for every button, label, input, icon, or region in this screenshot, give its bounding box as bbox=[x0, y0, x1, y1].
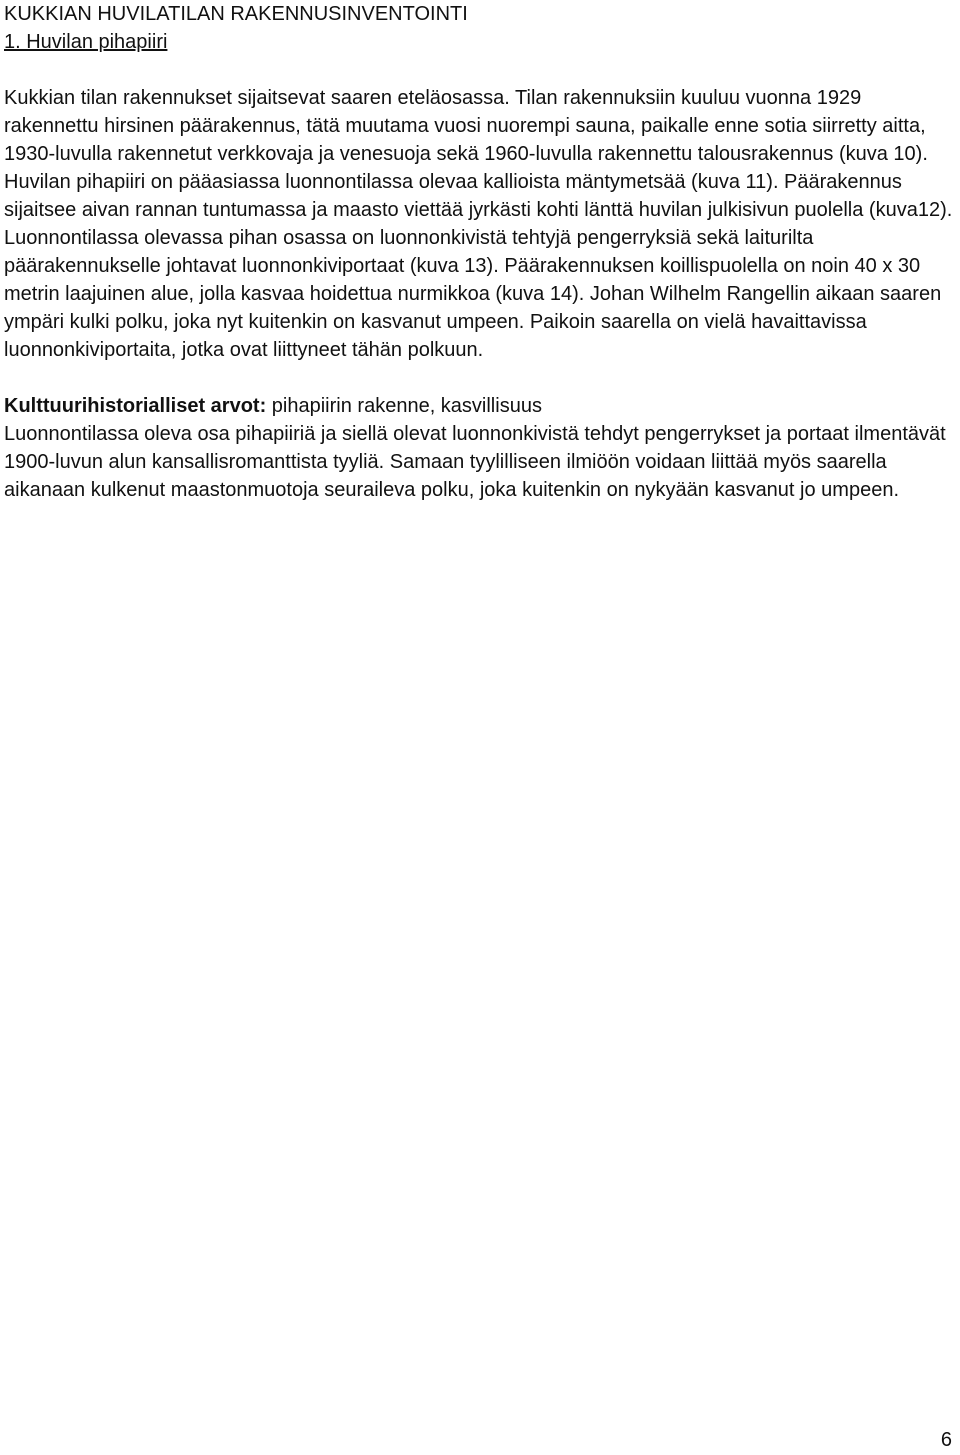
document-title: KUKKIAN HUVILATILAN RAKENNUSINVENTOINTI bbox=[4, 3, 468, 25]
pihapiiri-paragraph: Kukkian tilan rakennukset sijaitsevat saaren eteläosassa. Tilan rakennuksiin kuuluu vuonna 1929 rakennettu hirsinen päärakennus, tätä muutama vuosi nuorempi sauna, paikalle enne sotia siirretty aitta, 1930-luvulla rakennetut verkkovaja ja venesuoja sekä 1960-luvulla rakennettu talousrakennus (kuva 10). Huvilan pihapiiri on pääasiassa luonnontilassa olevaa kallioista mäntymetsää (kuva 11). Päärakennus sijaitsee aivan rannan tuntumassa ja maasto viettää jyrkästi kohti länttä huvilan julkisivun puolella (kuva12). Luonnontilassa olevassa pihan osassa on luonnonkivistä tehtyjä pengerryksiä sekä laiturilta päärakennukselle johtavat luonnonkiviportaat (kuva 13). Päärakennuksen koillispuolella on noin 40 x 30 metrin laajuinen alue, jolla kasvaa hoidettua nurmikkoa (kuva 14). Johan Wilhelm Rangellin aikaan saaren ympäri kulki polku, joka nyt kuitenkin on kasvanut umpeen. Paikoin saarella on vielä havaittavissa luonnonkiviportaita, jotka ovat liittyneet tähän polkuun. bbox=[4, 87, 953, 361]
cultural-values-line bbox=[4, 392, 956, 420]
document-page bbox=[4, 0, 956, 504]
page-number: 6 bbox=[940, 1429, 952, 1451]
cultural-values-label: Kulttuurihistorialliset arvot: bbox=[4, 395, 267, 417]
spacer bbox=[4, 56, 956, 84]
cultural-values-paragraph: Luonnontilassa oleva osa pihapiiriä ja siellä olevat luonnonkivistä tehdyt pengerrykset ja portaat ilmentävät 1900-luvun alun kansallisromanttista tyyliä. Samaan tyylilliseen ilmiöön voidaan liittää myös saarella aikanaan kulkenut maastonmuotoja seuraileva polku, joka kuitenkin on nykyään kasvanut jo umpeen. bbox=[4, 423, 946, 501]
cultural-values-text: pihapiirin rakenne, kasvillisuus bbox=[266, 395, 542, 417]
spacer bbox=[4, 364, 956, 392]
section-heading: 1. Huvilan pihapiiri bbox=[4, 31, 168, 53]
